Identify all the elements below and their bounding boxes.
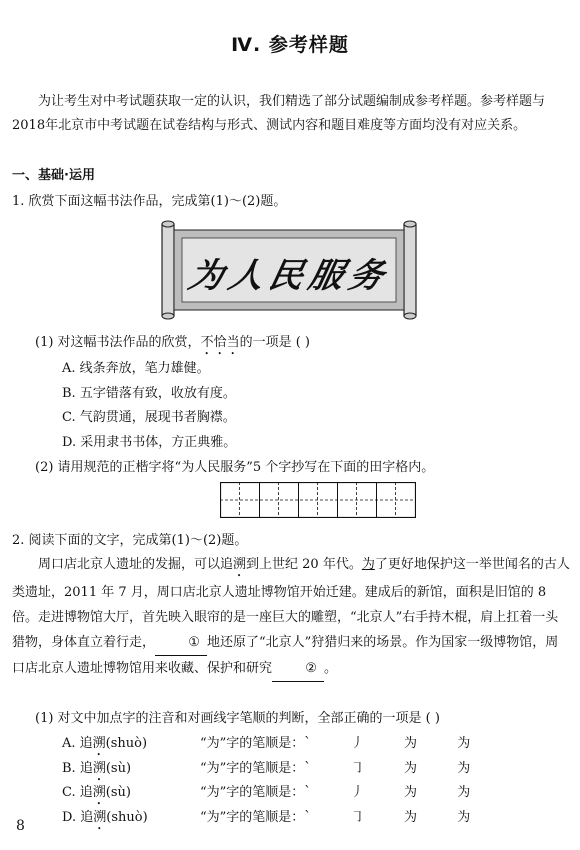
option-d: D. 追溯(shuò) [62,810,148,825]
intro-paragraph: 为让考生对中考试题获取一定的认识，我们精选了部分试题编制成参考样题。参考样题与2018年北京市中考试题在试卷结构与形式、测试内容和题目难度等方面均没有对应关系。 [12,94,546,133]
question-1-sub-1: (1) 对这幅书法作品的欣赏，不恰当的一项是 ( ) [35,335,310,350]
question-1-stem: 1. 欣赏下面这幅书法作品，完成第(1)～(2)题。 [12,194,287,209]
blank-1: ① [155,630,207,656]
reading-passage: 周口店北京人遗址的发掘，可以追溯到上世纪 20 年代。为了更好地保护这一举世闻名的古人类遗址，2011 年 7 月，周口店北京人遗址博物馆开始迁建。建成后的新馆，面积是旧馆的 8 倍。走进博物馆大厅，首先映入眼帘的是一座巨大的雕塑，“北京人”右手持木棍，肩上扛着一头猎物，身体直立着行走， ① 地还原了“北京人”狩猎归来的场景。作为国家一级博物馆，周口店北京人遗址博物馆用来收藏、保护和研究 ② 。 [12,552,570,682]
option-d: D. 采用隶书书体，方正典雅。 [62,435,237,450]
stroke-order-d: “为”字的笔顺是：` ㇆ 为 为 [200,810,489,825]
option-b: B. 五字错落有致，收放有度。 [62,386,236,401]
blank-2: ② [272,656,324,682]
page-number: 8 [16,818,25,834]
option-c: C. 追溯(sù) [62,785,131,800]
tianzige-grid [220,482,416,518]
page-title: Ⅳ. 参考样题 [231,34,349,56]
calligraphy-text: 为人民服务 [185,256,394,296]
option-c: C. 气韵贯通，展现书者胸襟。 [62,410,236,425]
stroke-order-c: “为”字的笔顺是：` 丿 为 为 [200,785,489,800]
stroke-order-a: “为”字的笔顺是：` 丿 为 为 [200,736,489,751]
option-a: A. 线条奔放，笔力雄健。 [62,361,210,376]
option-b: B. 追溯(sù) [62,761,132,776]
underlined-char: 为 [361,557,375,572]
section-heading: 一、基础·运用 [12,168,95,183]
stroke-order-b: “为”字的笔顺是：` ㇆ 为 为 [200,761,489,776]
option-a: A. 追溯(shuò) [62,736,148,751]
question-2-stem: 2. 阅读下面的文字，完成第(1)～(2)题。 [12,533,248,548]
question-2-sub-1: (1) 对文中加点字的注音和对画线字笔顺的判断，全部正确的一项是 ( ) [35,711,440,726]
emphasized-word: 不恰当 [200,335,240,350]
calligraphy-scroll-image [160,220,418,320]
dotted-char: 溯 [233,557,247,572]
question-1-sub-2: (2) 请用规范的正楷字将“为人民服务”5 个字抄写在下面的田字格内。 [35,460,435,475]
